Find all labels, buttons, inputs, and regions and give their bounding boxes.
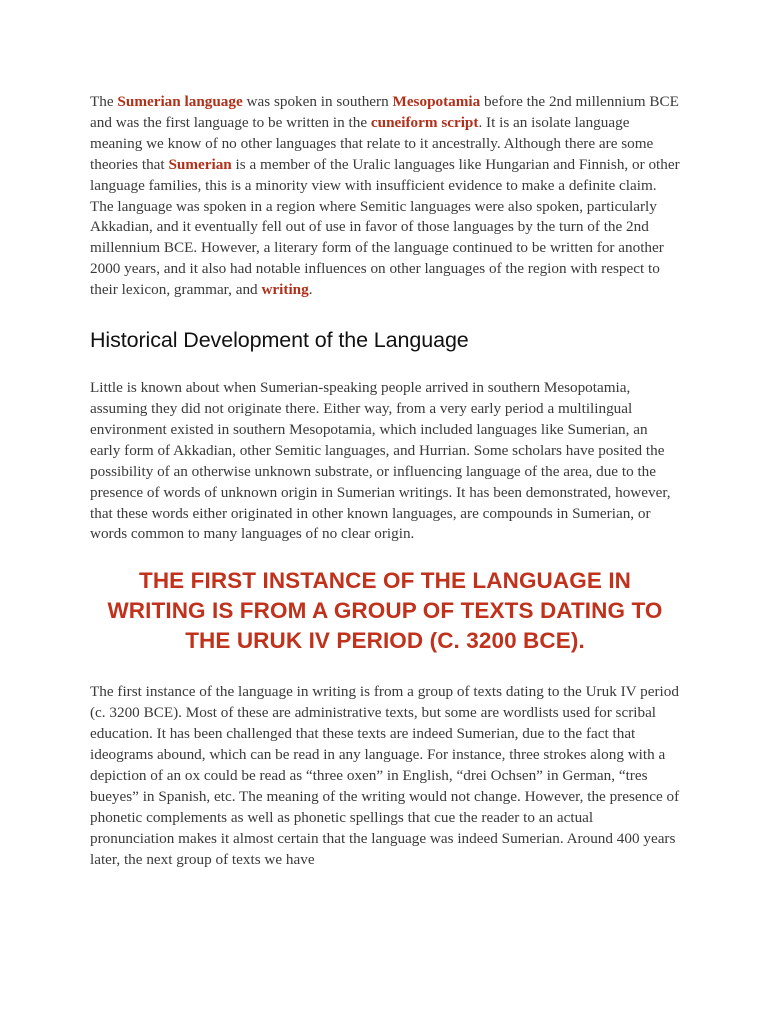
- intro-text-1: The: [90, 93, 118, 110]
- intro-text-5: is a member of the Uralic languages like Hungarian and Finnish, or other language families, this is a minority view with insufficient evidence to make a definite claim. The language was spoken in a region where Semitic languages were also spoken, particularly Akkadian, and it eventually fell out of use in favor of those languages by the turn of the 2nd millennium BCE. However, a literary form of the language continued to be written for another 2000 years, and it also had notable influences on other languages of the region with respect to their lexicon, grammar, and: [90, 155, 680, 299]
- article-body: [90, 92, 680, 870]
- intro-text-4: . It is an isolate language meaning we know of no other languages that relate to it ancestrally. Although there are some theories that: [90, 113, 654, 173]
- link-writing[interactable]: writing: [261, 281, 309, 299]
- pullquote: THE FIRST INSTANCE OF THE LANGUAGE IN WRITING IS FROM A GROUP OF TEXTS DATING TO THE URUK IV PERIOD (C. 3200 BCE).: [107, 568, 663, 654]
- section-paragraph: Little is known about when Sumerian-speaking people arrived in southern Mesopotamia, assuming they did not originate there. Either way, from a very early period a multilingual environment existed in southern Mesopotamia, which included languages like Sumerian, an early form of Akkadian, other Semitic languages, and Hurrian. Some scholars have posited the possibility of an otherwise unknown substrate, or influencing language of the area, due to the presence of words of unknown origin in Sumerian writings. It has been demonstrated, however, that these words either originated in other known languages, are compounds in Sumerian, or words common to many languages of no clear origin.: [90, 379, 671, 543]
- link-cuneiform-script[interactable]: cuneiform script: [370, 113, 479, 131]
- intro-text-3: before the 2nd millennium BCE and was the first language to be written in the: [90, 93, 679, 131]
- section-heading: Historical Development of the Language: [90, 328, 469, 353]
- link-sumerian[interactable]: Sumerian: [168, 155, 232, 173]
- link-mesopotamia[interactable]: Mesopotamia: [392, 93, 481, 110]
- link-sumerian-language[interactable]: Sumerian language: [117, 93, 243, 110]
- body-paragraph: The first instance of the language in writing is from a group of texts dating to the Uruk IV period (c. 3200 BCE). Most of these are administrative texts, but some are wordlists used for scribal education. It has been challenged that these texts are indeed Sumerian, due to the fact that ideograms abound, which can be read in any language. For instance, three strokes along with a depiction of an ox could be read as “three oxen” in English, “drei Ochsen” in German, “tres bueyes” in Spanish, etc. The meaning of the writing would not change. However, the presence of phonetic complements as well as phonetic spellings that cue the reader to an actual pronunciation makes it almost certain that the language was indeed Sumerian. Around 400 years later, the next group of texts we have: [90, 683, 680, 868]
- intro-paragraph: [90, 92, 680, 301]
- intro-text-6: .: [308, 281, 313, 299]
- intro-text-2: was spoken in southern: [242, 93, 393, 110]
